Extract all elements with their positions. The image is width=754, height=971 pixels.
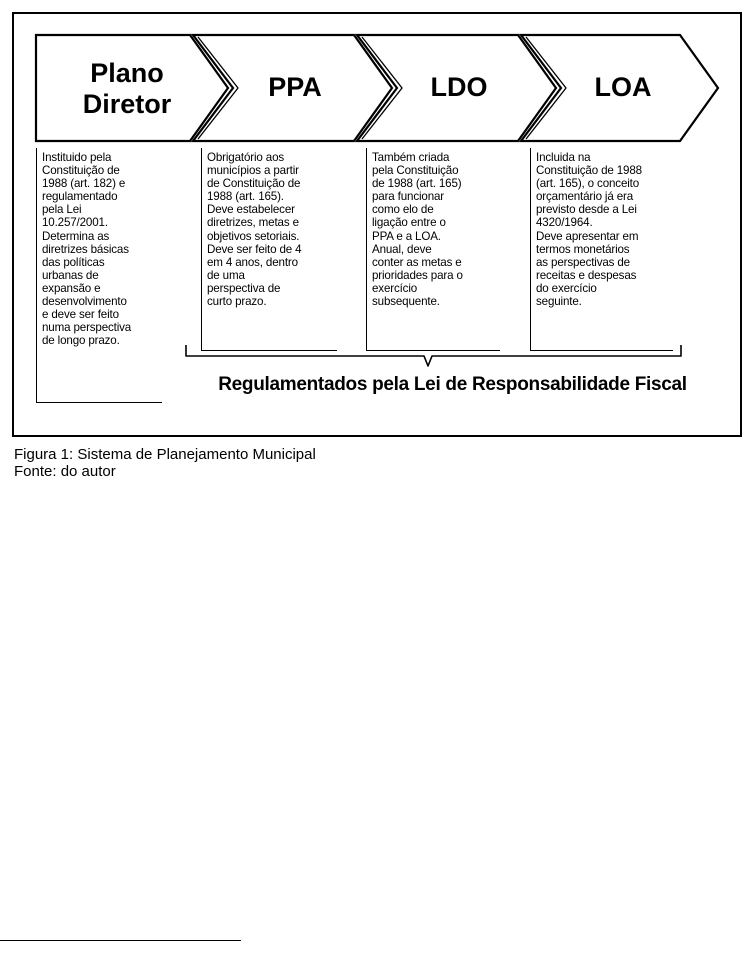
- text-line: 1988 (art. 165).: [207, 190, 284, 204]
- text-line: de longo prazo.: [42, 334, 120, 348]
- text-line: (art. 165), o conceito: [536, 177, 640, 191]
- text-line: diretrizes básicas: [42, 242, 129, 256]
- text-line: de uma: [207, 268, 245, 282]
- text-line: Determina as: [42, 229, 110, 243]
- text-line: para funcionar: [372, 190, 445, 204]
- description-ppa: [201, 148, 337, 351]
- title-line: Diretor: [82, 89, 172, 119]
- text-line: exercício: [372, 281, 418, 295]
- text-line: seguinte.: [536, 295, 582, 309]
- text-line: urbanas de: [42, 268, 99, 282]
- text-line: 4320/1964.: [536, 216, 593, 230]
- text-line: receitas e despesas: [536, 268, 637, 282]
- arrow-title-plano-diretor: [62, 60, 192, 118]
- text-line: expansão e: [42, 281, 101, 295]
- arrow-title-ldo: LDO: [430, 72, 488, 102]
- text-line: subsequente.: [372, 295, 440, 309]
- text-line: regulamentado: [42, 190, 118, 204]
- text-line: as perspectivas de: [536, 255, 630, 269]
- text-line: Anual, deve: [372, 242, 432, 256]
- text-line: perspectiva de: [207, 281, 281, 295]
- text-line: termos monetários: [536, 242, 630, 256]
- text-line: do exercício: [536, 281, 597, 295]
- text-line: previsto desde a Lei: [536, 203, 637, 217]
- text-line: curto prazo.: [207, 295, 267, 309]
- figure-source: Fonte: do autor: [14, 463, 116, 480]
- text-line: pela Lei: [42, 203, 82, 217]
- text-line: em 4 anos, dentro: [207, 255, 298, 269]
- footnote-rule: [0, 940, 241, 941]
- title-line: Plano: [90, 58, 164, 88]
- figure-caption: Figura 1: Sistema de Planejamento Municipal: [14, 446, 316, 463]
- text-line: de Constituição de: [207, 177, 301, 191]
- text-line: conter as metas e: [372, 255, 462, 269]
- text-line: e deve ser feito: [42, 308, 119, 322]
- text-line: 10.257/2001.: [42, 216, 108, 230]
- text-line: objetivos setoriais.: [207, 229, 300, 243]
- text-line: orçamentário já era: [536, 190, 634, 204]
- text-line: Deve apresentar em: [536, 229, 639, 243]
- text-line: das políticas: [42, 255, 105, 269]
- text-line: Deve estabelecer: [207, 203, 295, 217]
- arrow-title-loa: LOA: [594, 72, 652, 102]
- text-line: ligação entre o: [372, 216, 446, 230]
- text-line: Incluida na: [536, 151, 591, 164]
- text-line: Constituição de 1988: [536, 164, 642, 178]
- text-line: de 1988 (art. 165): [372, 177, 462, 191]
- curly-brace: [0, 340, 754, 370]
- description-ldo: [366, 148, 500, 351]
- text-line: Constituição de: [42, 164, 120, 178]
- text-line: municípios a partir: [207, 164, 299, 178]
- brace-label: Regulamentados pela Lei de Responsabilidade Fiscal: [218, 374, 687, 395]
- text-line: Deve ser feito de 4: [207, 242, 302, 256]
- text-line: Instituido pela: [42, 151, 112, 164]
- text-line: diretrizes, metas e: [207, 216, 299, 230]
- text-line: pela Constituição: [372, 164, 459, 178]
- arrow-title-ppa: PPA: [268, 72, 322, 102]
- description-loa: [530, 148, 673, 351]
- text-line: como elo de: [372, 203, 434, 217]
- text-line: prioridades para o: [372, 268, 463, 282]
- text-line: Também criada: [372, 151, 450, 164]
- text-line: desenvolvimento: [42, 295, 127, 309]
- text-line: 1988 (art. 182) e: [42, 177, 126, 191]
- text-line: Obrigatório aos: [207, 151, 285, 164]
- text-line: PPA e a LOA.: [372, 229, 441, 243]
- text-line: numa perspectiva: [42, 321, 132, 335]
